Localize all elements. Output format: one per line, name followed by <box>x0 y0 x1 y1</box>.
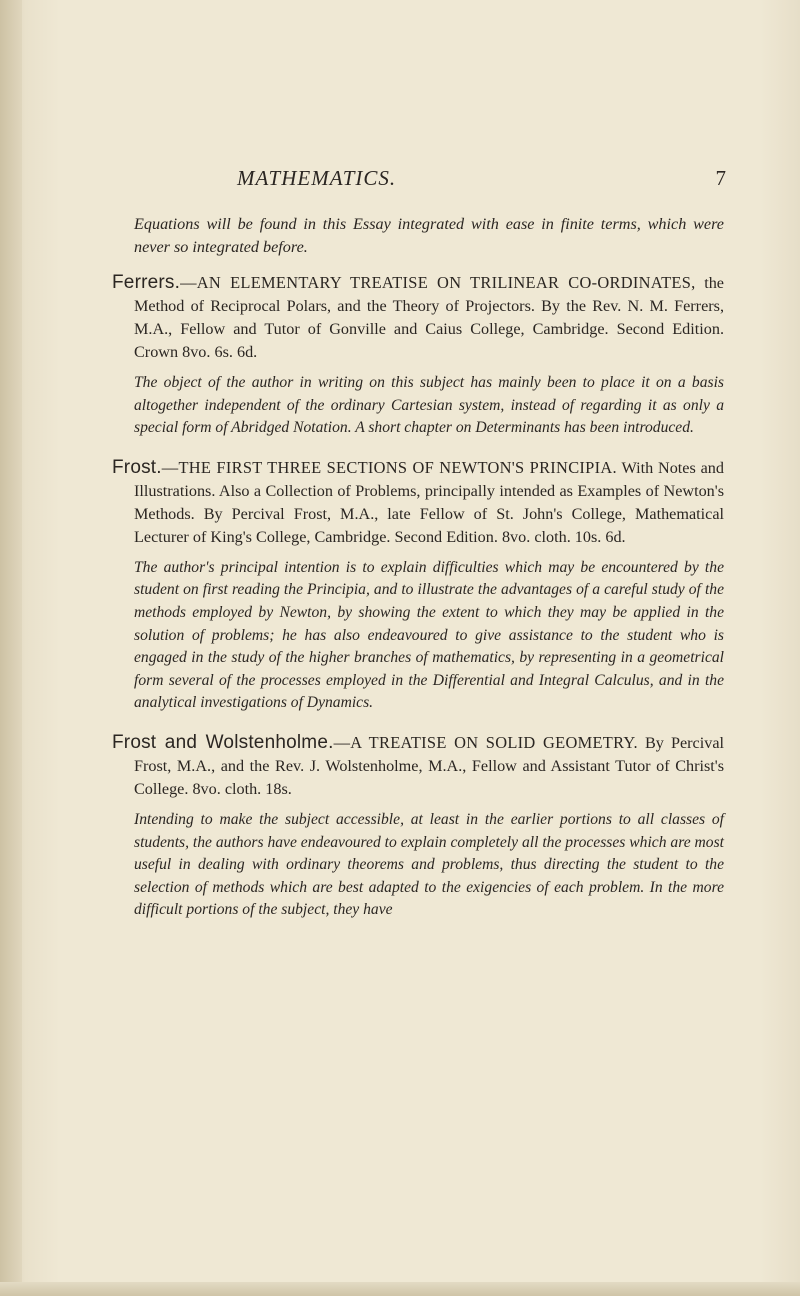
entry-heading <box>112 271 724 364</box>
catalog-entry-frost <box>112 456 724 715</box>
entry-heading <box>112 731 724 801</box>
entry-title: —A TREATISE ON SOLID GEOMETRY. <box>333 732 638 752</box>
entry-author: Frost and Wolstenholme. <box>112 731 334 753</box>
catalog-entry-ferrers <box>112 271 724 440</box>
running-title: MATHEMATICS. <box>237 166 397 190</box>
page-spine-shadow <box>0 0 22 1296</box>
page-content <box>112 213 724 938</box>
entry-description: The object of the author in writing on this subject has mainly been to place it on a basis altogether independent of the ordinary Cartesian system, instead of regarding it as only a special form of Abridged Notation. A short chapter on Determinants has been introduced. <box>134 374 724 437</box>
entry-heading <box>112 456 724 549</box>
entry-description: Intending to make the subject accessible, at least in the earlier portions to all classes of students, the authors have endeavoured to explain completely all the processes which are most useful in dealing with ordinary theorems and problems, thus directing the student to the selection of methods which are best adapted to the exigencies of each problem. In the more difficult portions of the subject, they have <box>134 810 724 919</box>
entry-details: By Percival Frost, M.A., and the Rev. J. Wolstenholme, M.A., Fellow and Assistant Tutor of Christ's College. 8vo. cloth. 18s. <box>134 733 724 798</box>
entry-title: —AN ELEMENTARY TREATISE ON TRILINEAR CO-ORDINATES, <box>180 273 696 292</box>
intro-paragraph: Equations will be found in this Essay integrated with ease in finite terms, which were never so integrated before. <box>134 215 724 256</box>
entry-author: Ferrers. <box>112 272 181 293</box>
entry-details: the Method of Reciprocal Polars, and the Theory of Projectors. By the Rev. N. M. Ferrers, M.A., Fellow and Tutor of Gonville and Caius College, Cambridge. Second Edition. Crown 8vo. 6s. 6d. <box>134 274 724 361</box>
entry-title: —THE FIRST THREE SECTIONS OF NEWTON'S PRINCIPIA. <box>161 457 617 477</box>
catalog-entry-frost-wolstenholme <box>112 731 724 922</box>
page-header <box>237 166 727 196</box>
entry-author: Frost. <box>112 456 162 478</box>
page-bottom-edge <box>0 1282 800 1296</box>
page-number: 7 <box>715 166 727 190</box>
entry-description: The author's principal intention is to explain difficulties which may be encountered by the student on first reading the Principia, and to illustrate the advantages of a careful study of the methods employed by Newton, by showing the extent to which they may be applied in the solution of problems; he has also endeavoured to give assistance to the student who is engaged in the study of the higher branches of mathematics, by representing in a geometrical form several of the processes employed in the Differential and Integral Calculus, and in the analytical investigations of Dynamics. <box>134 558 724 712</box>
entry-details: With Notes and Illustrations. Also a Collection of Problems, principally intended as Examples of Newton's Methods. By Percival Frost, M.A., late Fellow of St. John's College, Mathematical Lecturer of King's College, Cambridge. Second Edition. 8vo. cloth. 10s. 6d. <box>134 458 724 546</box>
